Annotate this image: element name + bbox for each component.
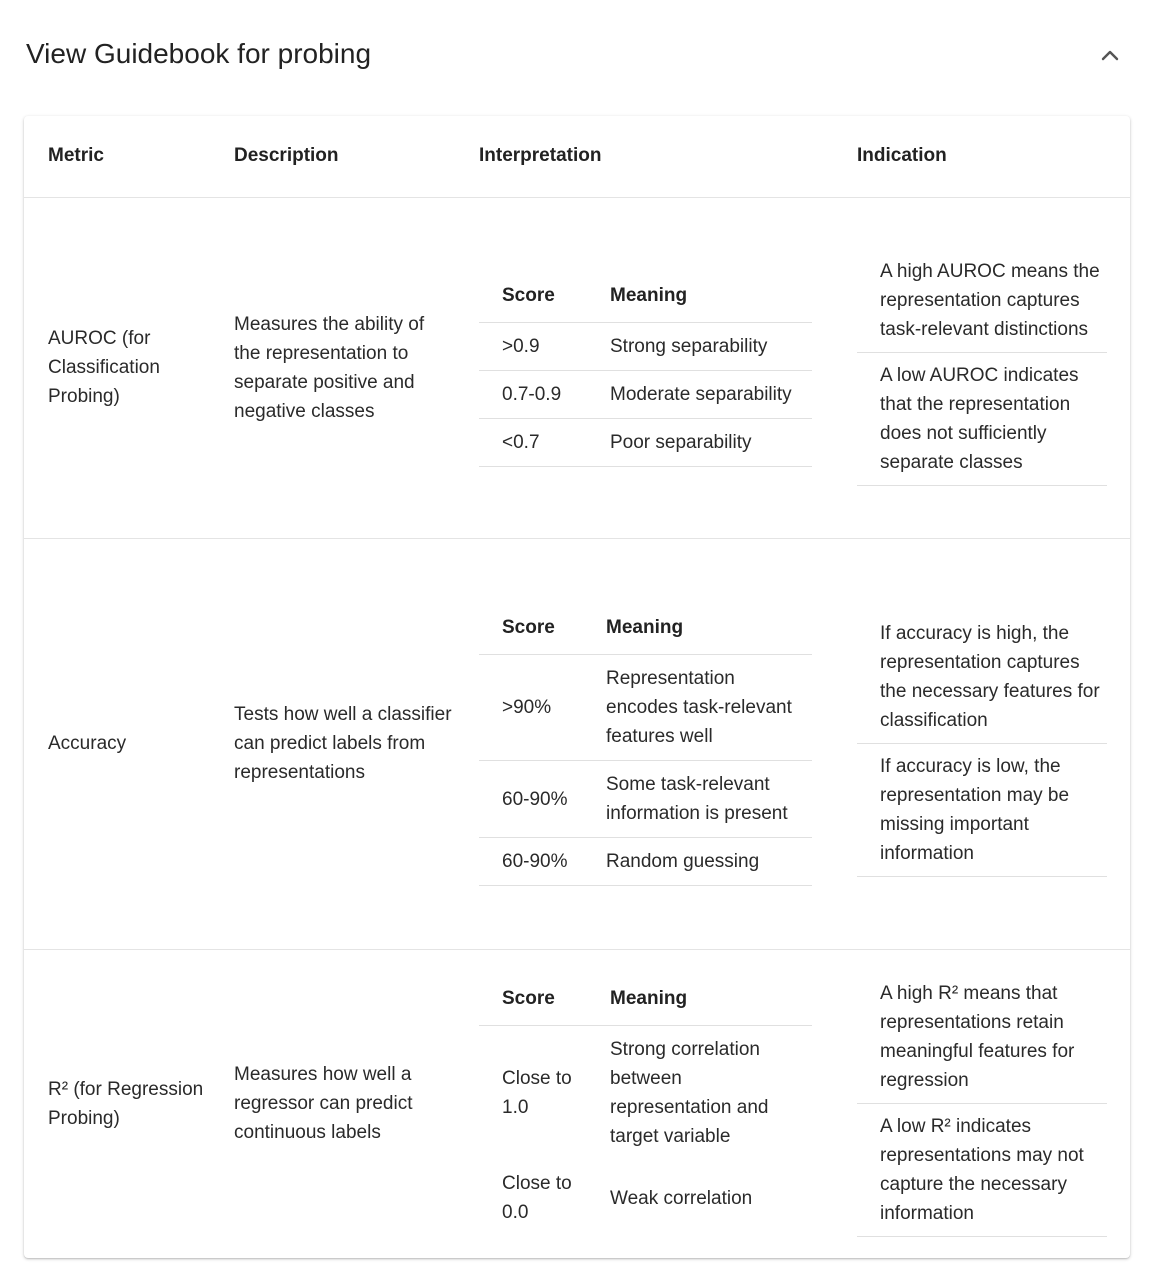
table-row xyxy=(24,538,1130,949)
indication-cell xyxy=(833,197,1130,538)
indication-list xyxy=(857,249,1107,486)
meaning-cell: Weak correlation xyxy=(610,1187,753,1209)
score-cell: Close to 1.0 xyxy=(502,1068,572,1118)
subtable-row xyxy=(479,1160,812,1236)
interpretation-subtable xyxy=(479,268,812,467)
guidebook-table xyxy=(24,116,1130,1258)
score-cell: <0.7 xyxy=(479,418,583,466)
indication-list xyxy=(857,611,1107,877)
subtable-row xyxy=(479,1026,812,1161)
score-cell: 0.7-0.9 xyxy=(479,370,583,418)
description-cell: Measures the ability of the representation to separate positive and negative classes xyxy=(210,197,455,538)
subtable-row xyxy=(479,655,812,761)
column-header-metric: Metric xyxy=(24,116,210,197)
subtable-row xyxy=(479,370,812,418)
subcolumn-header-score: Score xyxy=(479,972,583,1026)
table-row xyxy=(24,197,1130,538)
indication-item: If accuracy is low, the representation may be missing important information xyxy=(857,744,1107,877)
score-cell: 60-90% xyxy=(479,761,583,838)
table-header-row xyxy=(24,116,1130,197)
meaning-cell: Moderate separability xyxy=(583,370,812,418)
metric-cell: AUROC (for Classification Probing) xyxy=(24,197,210,538)
description-cell: Tests how well a classifier can predict labels from representations xyxy=(210,538,455,949)
metric-cell: R² (for Regression Probing) xyxy=(48,1078,204,1129)
subtable-row xyxy=(479,418,812,466)
interpretation-cell xyxy=(455,949,833,1258)
indication-cell xyxy=(833,538,1130,949)
indication-item: A low R² indicates representations may not capture the necessary information xyxy=(857,1104,1107,1237)
subtable-row xyxy=(479,322,812,370)
interpretation-subtable xyxy=(479,601,812,887)
meaning-cell: Poor separability xyxy=(583,418,812,466)
indication-cell xyxy=(833,949,1130,1258)
subtable-row xyxy=(479,761,812,838)
indication-item: A high AUROC means the representation captures task-relevant distinctions xyxy=(857,249,1107,353)
chevron-up-icon xyxy=(1092,38,1128,74)
subtable-header-row xyxy=(479,268,812,322)
indication-item: If accuracy is high, the representation captures the necessary features for classification xyxy=(857,611,1107,744)
meaning-cell: Strong correlation between representation and target variable xyxy=(610,1039,769,1147)
interpretation-cell xyxy=(455,197,833,538)
subcolumn-header-meaning: Meaning xyxy=(583,601,812,655)
indication-item: A high R² means that representations retain meaningful features for regression xyxy=(857,971,1107,1104)
score-cell: >0.9 xyxy=(479,322,583,370)
interpretation-cell xyxy=(455,538,833,949)
subcolumn-header-meaning: Meaning xyxy=(583,268,812,322)
score-cell: >90% xyxy=(479,655,583,761)
meaning-cell: Some task-relevant information is present xyxy=(583,761,812,838)
panel-title: View Guidebook for probing xyxy=(26,38,372,69)
metric-cell: Accuracy xyxy=(24,538,210,949)
score-cell: 60-90% xyxy=(479,838,583,886)
interpretation-subtable xyxy=(479,972,812,1237)
meaning-cell: Strong separability xyxy=(583,322,812,370)
description-cell: Measures how well a regressor can predict continuous labels xyxy=(234,1064,413,1144)
subcolumn-header-score: Score xyxy=(479,268,583,322)
score-cell: Close to 0.0 xyxy=(502,1173,572,1223)
subcolumn-header-score: Score xyxy=(479,601,583,655)
column-header-indication: Indication xyxy=(833,116,1130,197)
column-header-interpretation: Interpretation xyxy=(455,116,833,197)
collapse-button[interactable] xyxy=(1092,38,1128,74)
meaning-cell: Representation encodes task-relevant features well xyxy=(583,655,812,761)
subtable-header-row xyxy=(479,601,812,655)
subtable-row xyxy=(479,838,812,886)
indication-list xyxy=(857,971,1107,1237)
subcolumn-header-meaning: Meaning xyxy=(583,972,812,1026)
indication-item: A low AUROC indicates that the representation does not sufficiently separate classes xyxy=(857,353,1107,486)
column-header-description: Description xyxy=(210,116,455,197)
panel-header[interactable] xyxy=(0,0,1157,110)
table-row xyxy=(24,949,1130,1258)
meaning-cell: Random guessing xyxy=(583,838,812,886)
guidebook-card xyxy=(24,116,1130,1258)
subtable-header-row xyxy=(479,972,812,1026)
